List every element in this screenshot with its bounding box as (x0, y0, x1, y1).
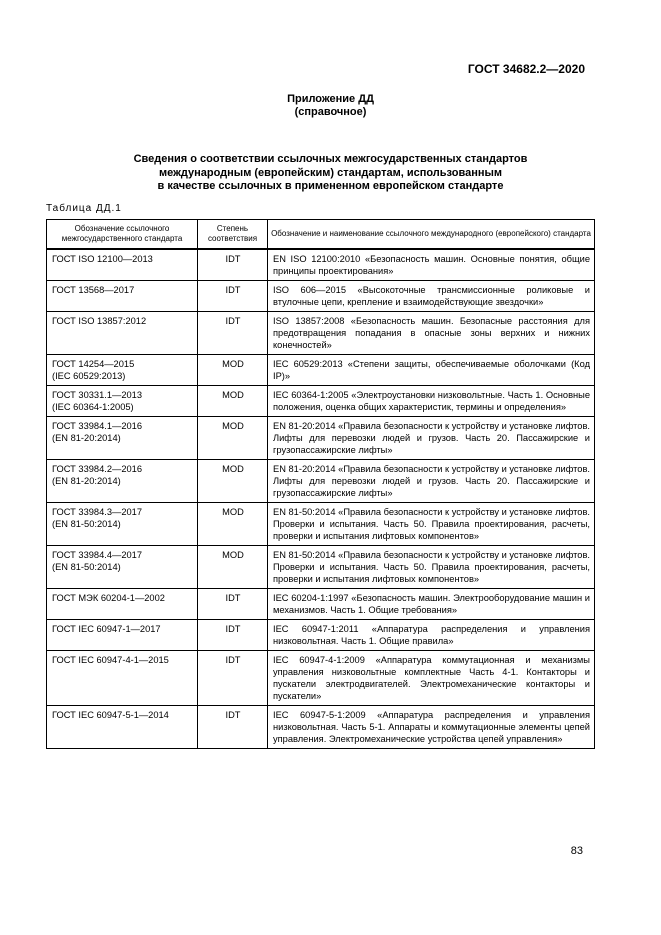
table-row (47, 281, 595, 312)
national-standard-reference: (EN 81-50:2014) (52, 562, 121, 572)
table-row (47, 417, 595, 460)
table-caption: Таблица ДД.1 (46, 203, 122, 214)
national-standard-code: ГОСТ 30331.1—2013 (52, 390, 142, 400)
cell-national-standard (47, 503, 198, 546)
cell-degree: IDT (198, 706, 268, 749)
cell-international-standard: ISO 606—2015 «Высокоточные трансмиссионные роликовые и втулочные цепи, крепление и взаимодействующие звездочки» (268, 281, 595, 312)
national-standard-code: ГОСТ ISO 13857:2012 (52, 316, 147, 326)
document-code: ГОСТ 34682.2—2020 (467, 62, 585, 76)
cell-international-standard: EN 81-20:2014 «Правила безопасности к устройству и установке лифтов. Лифты для перевозки людей и грузов. Часть 20. Пассажирские и грузопассажирские лифты» (268, 417, 595, 460)
cell-national-standard (47, 386, 198, 417)
table-row (47, 706, 595, 749)
cell-degree: MOD (198, 503, 268, 546)
national-standard-code: ГОСТ ISO 12100—2013 (52, 254, 153, 264)
header-degree: Степень соответствия (198, 220, 268, 250)
section-title (0, 153, 661, 194)
cell-national-standard (47, 620, 198, 651)
table-row (47, 503, 595, 546)
national-standard-reference: (IEC 60364-1:2005) (52, 402, 134, 412)
cell-international-standard: IEC 60204-1:1997 «Безопасность машин. Электрооборудование машин и механизмов. Часть 1. Общие требования» (268, 589, 595, 620)
table-row (47, 355, 595, 386)
national-standard-code: ГОСТ IEC 60947-1—2017 (52, 624, 161, 634)
table-row (47, 651, 595, 706)
cell-international-standard: EN 81-50:2014 «Правила безопасности к устройству и установке лифтов. Проверки и испытания. Часть 50. Правила проектирования, расчеты, проверки и испытания лифтовых компонентов» (268, 546, 595, 589)
national-standard-code: ГОСТ 33984.1—2016 (52, 421, 142, 431)
cell-national-standard (47, 281, 198, 312)
cell-international-standard: IEC 60529:2013 «Степени защиты, обеспечиваемые оболочками (Код IP)» (268, 355, 595, 386)
cell-national-standard (47, 249, 198, 281)
national-standard-code: ГОСТ МЭК 60204-1—2002 (52, 593, 165, 603)
table-row (47, 386, 595, 417)
cell-international-standard: EN ISO 12100:2010 «Безопасность машин. Основные понятия, общие принципы проектирования» (268, 249, 595, 281)
cell-national-standard (47, 460, 198, 503)
cell-international-standard: IEC 60364-1:2005 «Электроустановки низковольтные. Часть 1. Основные положения, оценка общих характеристик, термины и определения» (268, 386, 595, 417)
cell-degree: MOD (198, 355, 268, 386)
cell-degree: IDT (198, 249, 268, 281)
table-row (47, 620, 595, 651)
correspondence-table (46, 219, 595, 749)
header-national-standard: Обозначение ссылочного межгосударственного стандарта (47, 220, 198, 250)
cell-degree: IDT (198, 281, 268, 312)
table-row (47, 546, 595, 589)
national-standard-reference: (EN 81-50:2014) (52, 519, 121, 529)
annex-title: Приложение ДД (287, 93, 374, 105)
table-body (47, 249, 595, 749)
cell-degree: MOD (198, 386, 268, 417)
national-standard-code: ГОСТ 33984.4—2017 (52, 550, 142, 560)
cell-international-standard: IEC 60947-5-1:2009 «Аппаратура распределения и управления низковольтная. Часть 5-1. Аппараты и коммутационные элементы цепей управления. Электромеханические устройства цепей управления» (268, 706, 595, 749)
annex-subtitle: (справочное) (294, 106, 367, 118)
header-international-standard: Обозначение и наименование ссылочного международного (европейского) стандарта (268, 220, 595, 250)
annex-heading (0, 93, 661, 119)
cell-degree: IDT (198, 589, 268, 620)
table-row (47, 249, 595, 281)
table-header-row (47, 220, 595, 250)
table-row (47, 312, 595, 355)
cell-national-standard (47, 417, 198, 460)
national-standard-reference: (IEC 60529:2013) (52, 371, 126, 381)
table-row (47, 460, 595, 503)
national-standard-code: ГОСТ 33984.3—2017 (52, 507, 142, 517)
page-number: 83 (570, 845, 583, 857)
cell-degree: MOD (198, 460, 268, 503)
cell-national-standard (47, 706, 198, 749)
section-title-line: в качестве ссылочных в примененном европейском стандарте (157, 180, 504, 192)
cell-national-standard (47, 355, 198, 386)
cell-international-standard: EN 81-20:2014 «Правила безопасности к устройству и установке лифтов. Лифты для перевозки людей и грузов. Часть 20. Пассажирские и грузопассажирские лифты» (268, 460, 595, 503)
national-standard-code: ГОСТ IEC 60947-5-1—2014 (52, 710, 169, 720)
national-standard-code: ГОСТ 14254—2015 (52, 359, 135, 369)
cell-international-standard: IEC 60947-4-1:2009 «Аппаратура коммутационная и механизмы управления низковольтные комплектные Часть 4-1. Контакторы и пускатели электродвигателей. Электромеханические контакторы и пускатели» (268, 651, 595, 706)
cell-international-standard: IEC 60947-1:2011 «Аппаратура распределения и управления низковольтная. Часть 1. Общие правила» (268, 620, 595, 651)
cell-degree: IDT (198, 651, 268, 706)
cell-degree: MOD (198, 546, 268, 589)
cell-degree: IDT (198, 312, 268, 355)
section-title-line: Сведения о соответствии ссылочных межгосударственных стандартов (133, 153, 528, 165)
cell-national-standard (47, 546, 198, 589)
table-row (47, 589, 595, 620)
cell-national-standard (47, 312, 198, 355)
cell-national-standard (47, 651, 198, 706)
cell-national-standard (47, 589, 198, 620)
national-standard-code: ГОСТ IEC 60947-4-1—2015 (52, 655, 169, 665)
cell-international-standard: ISO 13857:2008 «Безопасность машин. Безопасные расстояния для предотвращения попадания в опасные зоны верхних и нижних конечностей» (268, 312, 595, 355)
section-title-line: международным (европейским) стандартам, использованным (158, 166, 503, 179)
cell-degree: IDT (198, 620, 268, 651)
national-standard-code: ГОСТ 33984.2—2016 (52, 464, 142, 474)
national-standard-reference: (EN 81-20:2014) (52, 476, 121, 486)
cell-international-standard: EN 81-50:2014 «Правила безопасности к устройству и установке лифтов. Проверки и испытания. Часть 50. Правила проектирования, расчеты, проверки и испытания лифтовых компонентов» (268, 503, 595, 546)
national-standard-code: ГОСТ 13568—2017 (52, 285, 135, 295)
national-standard-reference: (EN 81-20:2014) (52, 433, 121, 443)
cell-degree: MOD (198, 417, 268, 460)
